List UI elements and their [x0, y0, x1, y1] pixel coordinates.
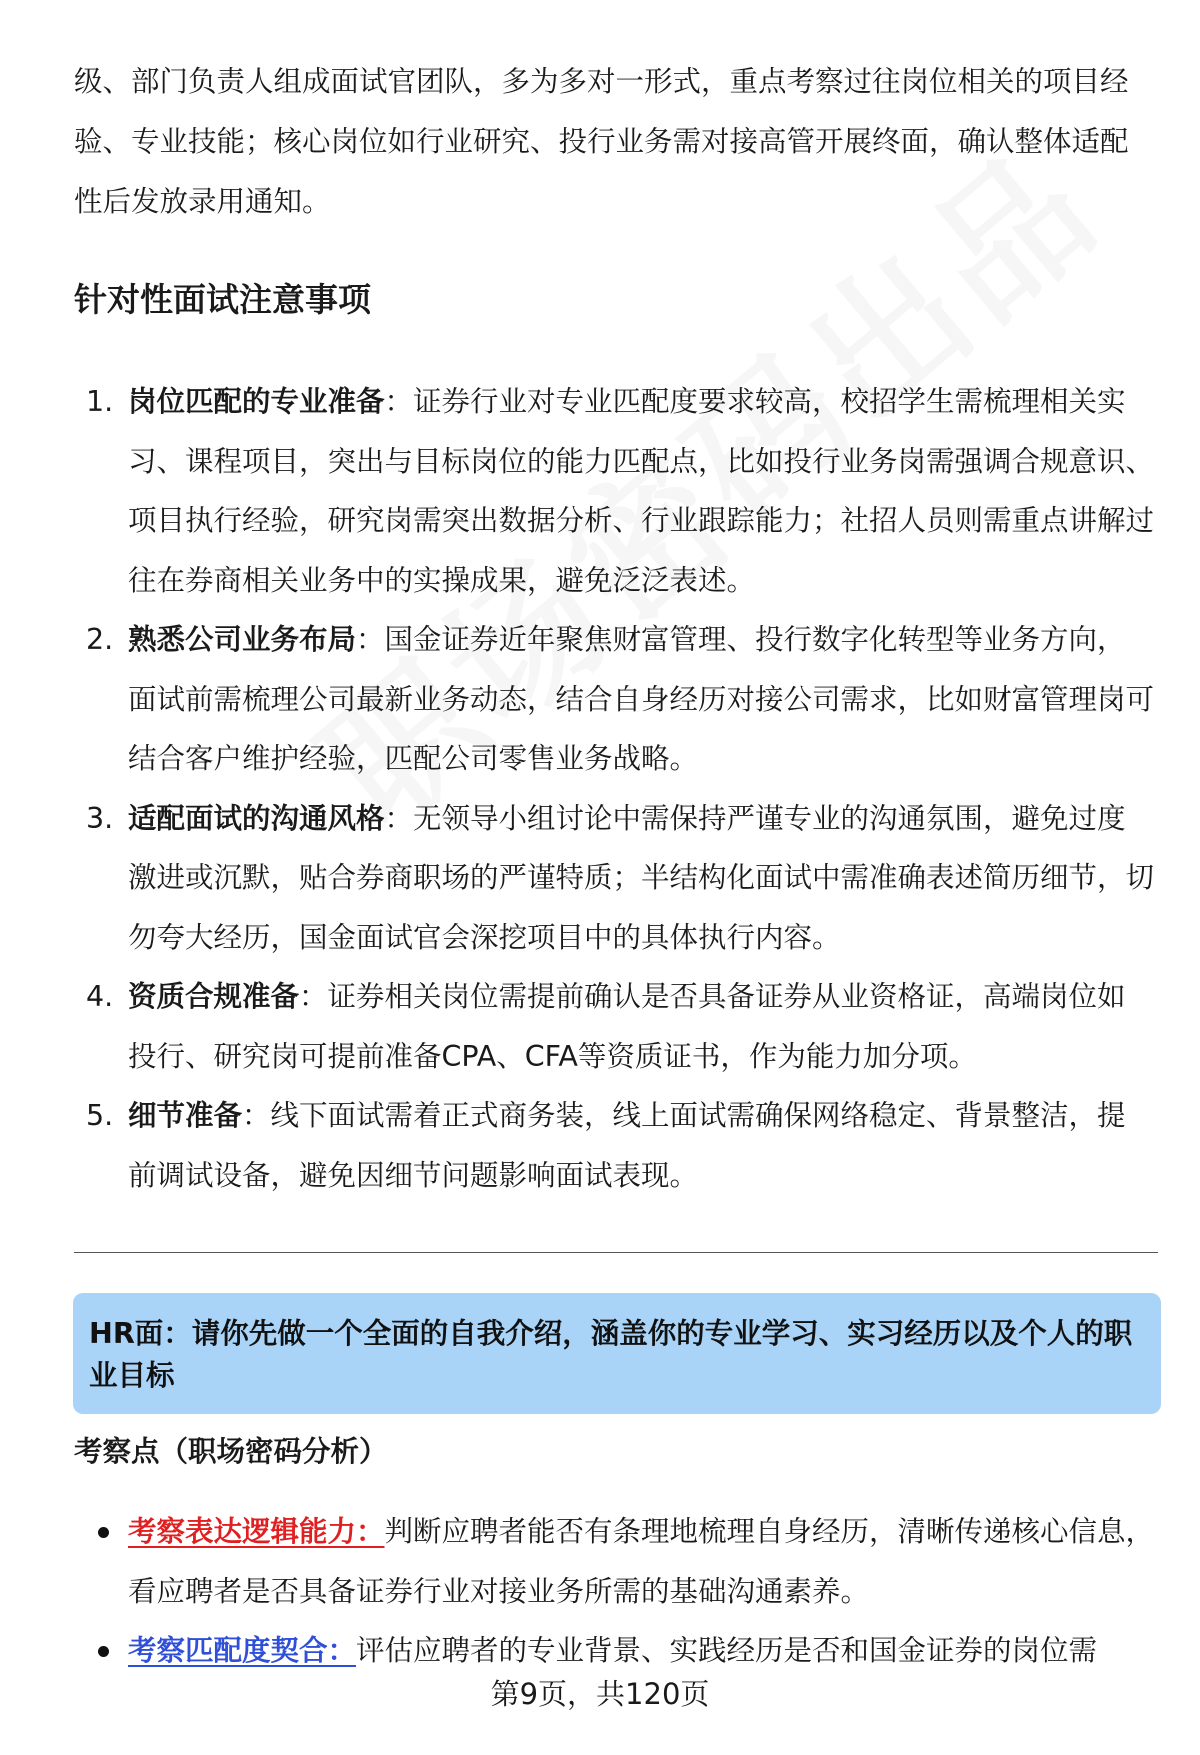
list-item [74, 372, 1154, 610]
item-title: 资质合规准备 [128, 980, 300, 1013]
interview-tips-list [74, 372, 1154, 1205]
bullet-icon [98, 1527, 109, 1538]
intro-paragraph: 级、部门负责人组成面试官团队，多为多对一形式，重点考察过往岗位相关的项目经验、专业技能；核心岗位如行业研究、投行业务需对接高管开展终面，确认整体适配性后发放录用通知。 [74, 65, 1129, 218]
question-box [73, 1293, 1161, 1414]
section-divider [74, 1252, 1158, 1253]
analysis-text: 评估应聘者的专业背景、实践经历是否和国金证券的岗位需 [356, 1634, 1098, 1667]
item-text: 无领导小组讨论中需保持严谨专业的沟通氛围，避免过度激进或沉默，贴合券商职场的严谨特质；半结构化面试中需准确表述简历细节，切勿夸大经历，国金面试官会深挖项目中的具体执行内容。 [128, 801, 1155, 954]
page-footer: 第9页，共120页 [490, 1677, 710, 1711]
item-separator: ： [242, 1099, 271, 1132]
list-number: 2. [86, 623, 114, 656]
item-text: 证券行业对专业匹配度要求较高，校招学生需梳理相关实习、课程项目，突出与目标岗位的能力匹配点，比如投行业务岗需强调合规意识、项目执行经验，研究岗需突出数据分析、行业跟踪能力；社招人员则需重点讲解过往在券商相关业务中的实操成果，避免泛泛表述。 [128, 385, 1155, 597]
item-separator: ： [356, 623, 385, 656]
analysis-heading: 考察点（职场密码分析） [74, 1435, 388, 1468]
item-separator: ： [299, 980, 328, 1013]
list-item [74, 1086, 1154, 1205]
section-heading: 针对性面试注意事项 [74, 280, 371, 319]
bullet-icon [98, 1646, 109, 1657]
item-separator: ： [384, 801, 414, 835]
list-item [74, 967, 1154, 1086]
item-text: 国金证券近年聚焦财富管理、投行数字化转型等业务方向，面试前需梳理公司最新业务动态，结合自身经历对接公司需求，比如财富管理岗可结合客户维护经验，匹配公司零售业务战略。 [128, 623, 1155, 775]
item-text: 线下面试需着正式商务装，线上面试需确保网络稳定、背景整洁，提前调试设备，避免因细节问题影响面试表现。 [128, 1099, 1126, 1192]
item-title: 岗位匹配的专业准备 [128, 385, 385, 418]
list-item [74, 610, 1154, 789]
analysis-list [74, 1502, 1164, 1681]
analysis-text: 判断应聘者能否有条理地梳理自身经历，清晰传递核心信息，看应聘者是否具备证券行业对接业务所需的基础沟通素养。 [128, 1515, 1155, 1608]
analysis-label: 考察匹配度契合： [128, 1634, 357, 1667]
list-number: 3. [86, 801, 114, 835]
question-text: HR面：请你先做一个全面的自我介绍，涵盖你的专业学习、实习经历以及个人的职业目标 [89, 1317, 1133, 1392]
list-item [74, 789, 1154, 968]
item-title: 熟悉公司业务布局 [128, 623, 357, 656]
item-title: 细节准备 [128, 1099, 243, 1132]
list-number: 4. [86, 980, 114, 1013]
list-item [74, 1502, 1164, 1621]
item-separator: ： [384, 385, 414, 418]
list-number: 1. [86, 385, 114, 418]
list-number: 5. [86, 1099, 114, 1132]
analysis-label: 考察表达逻辑能力： [128, 1515, 385, 1548]
item-text: 证券相关岗位需提前确认是否具备证券从业资格证，高端岗位如投行、研究岗可提前准备CPA、CFA等资质证书，作为能力加分项。 [128, 980, 1126, 1073]
item-title: 适配面试的沟通风格 [128, 801, 385, 835]
